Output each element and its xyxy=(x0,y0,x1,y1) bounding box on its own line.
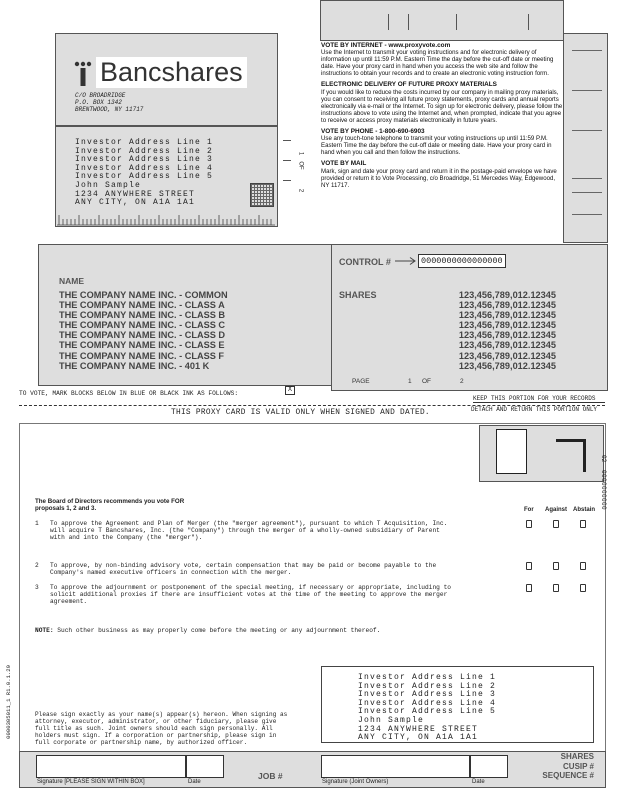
signature-box[interactable] xyxy=(36,755,186,778)
page-marker-total: 2 xyxy=(297,188,304,193)
joint-date-label: Date xyxy=(472,779,485,785)
instruction-title: VOTE BY MAIL xyxy=(321,160,367,168)
investor-address-block xyxy=(75,139,213,208)
share-value: 123,456,789,012.12345 xyxy=(458,330,556,341)
return-address-line: C/O BROADRIDGE xyxy=(75,92,126,99)
investor-address-line: Investor Address Line 3 xyxy=(358,690,497,700)
company-list xyxy=(59,290,228,371)
joint-signature-box[interactable] xyxy=(321,755,470,778)
vote-mark-instructions: TO VOTE, MARK BLOCKS BELOW IN BLUE OR BLACK INK AS FOLLOWS: xyxy=(19,390,239,397)
page-marker-num: 1 xyxy=(297,151,304,156)
investor-address-line: Investor Address Line 5 xyxy=(75,172,214,182)
note xyxy=(35,627,455,634)
company-name: THE COMPANY NAME INC. - COMMON xyxy=(59,290,228,300)
page-of: OF xyxy=(422,378,432,385)
company-name: THE COMPANY NAME INC. - CLASS A xyxy=(59,300,225,311)
investor-street: 1234 ANYWHERE STREET xyxy=(358,724,479,734)
logo-wordmark: Bancshares xyxy=(96,57,247,88)
investor-address-line: Investor Address Line 1 xyxy=(75,138,214,147)
investor-name: John Sample xyxy=(75,180,142,190)
page-label: PAGE xyxy=(352,378,370,385)
vote-against-checkbox[interactable] xyxy=(553,562,559,570)
page-marker-of: OF xyxy=(297,161,304,170)
return-address-line: P.O. BOX 1342 xyxy=(75,98,122,106)
page-number: 1 xyxy=(408,378,412,385)
investor-street: 1234 ANYWHERE STREET xyxy=(75,189,196,199)
share-value: 123,456,789,012.12345 xyxy=(458,290,556,300)
note-label: NOTE: xyxy=(35,627,54,634)
ballot-investor-address xyxy=(358,674,496,743)
valid-only-notice: THIS PROXY CARD IS VALID ONLY WHEN SIGNED AND DATED. xyxy=(171,409,430,417)
company-name: THE COMPANY NAME INC. - CLASS B xyxy=(59,310,226,321)
vote-abstain-checkbox[interactable] xyxy=(580,520,586,528)
cusip-label: CUSIP # xyxy=(563,761,594,771)
investor-address-line: Investor Address Line 5 xyxy=(358,707,497,717)
column-against: Against xyxy=(545,507,568,513)
vertical-form-code: 0000305011_1 R1.0.1.29 xyxy=(5,665,12,739)
company-name: THE COMPANY NAME INC. - CLASS D xyxy=(59,330,226,341)
proposal-text: To approve the adjournment or postponement of the special meeting, if necessary or appropriate, including to solicit additional proxies if there are insufficient votes at the time of the meeting to approve the merger agreement. xyxy=(50,584,452,605)
sequence-label: SEQUENCE # xyxy=(542,771,594,780)
holdings-name-label: NAME xyxy=(59,276,85,286)
vote-against-checkbox[interactable] xyxy=(553,520,559,528)
signature-label: Signature [PLEASE SIGN WITHIN BOX] xyxy=(37,779,145,785)
instruction-text: If you would like to reduce the costs incurred by our company in mailing proxy materials, you can consent to receiving all future proxy statements, proxy cards and annual reports electronically via e-mail or the Internet. To sign up for electronic delivery, please follow the instructions above to vote using the Internet and, when prompted, indicate that you agree to receive or access proxy materials electronically in future years. xyxy=(321,88,563,124)
column-abstain: Abstain xyxy=(573,507,596,513)
share-value: 123,456,789,012.12345 xyxy=(458,300,556,311)
company-name: THE COMPANY NAME INC. - CLASS F xyxy=(59,350,225,361)
share-value: 123,456,789,012.12345 xyxy=(458,320,556,331)
vote-for-checkbox[interactable] xyxy=(526,520,532,528)
column-for: For xyxy=(524,507,534,513)
company-name: THE COMPANY NAME INC. - CLASS C xyxy=(59,320,226,331)
page-total: 2 xyxy=(460,378,464,385)
datamatrix-barcode xyxy=(250,183,274,207)
share-value: 123,456,789,012.12345 xyxy=(458,360,556,371)
shares-id-label: SHARES xyxy=(560,752,594,761)
return-address xyxy=(75,93,143,113)
company-name: THE COMPANY NAME INC. - 401 K xyxy=(59,360,210,371)
vote-for-checkbox[interactable] xyxy=(526,562,532,570)
date-label: Date xyxy=(188,779,201,785)
corner-registration-mark xyxy=(556,439,586,472)
proposal-number: 3 xyxy=(35,584,39,591)
investor-address-line: Investor Address Line 1 xyxy=(358,673,497,682)
date-box[interactable] xyxy=(186,755,224,778)
proposal-number: 2 xyxy=(35,562,39,569)
id-labels xyxy=(530,752,594,781)
investor-address-line: Investor Address Line 2 xyxy=(75,146,214,156)
right-edge-marks xyxy=(572,50,602,230)
joint-signature-label: Signature (Joint Owners) xyxy=(322,779,389,785)
board-recommendation: The Board of Directors recommends you vote FOR proposals 1, 2 and 3. xyxy=(35,498,185,512)
share-value: 123,456,789,012.12345 xyxy=(458,350,556,361)
return-address-line: BRENTWOOD, NY 11717 xyxy=(75,105,144,113)
instruction-text: Use the Internet to transmit your voting instructions and for electronic delivery of information up until 11:59 P.M. Eastern Time the day before the cut-off date or meeting date. Have your proxy card in hand when you access the web site and follow the instructions to obtain your records and to create an electronic voting instruction form. xyxy=(321,49,554,78)
voting-instructions xyxy=(321,42,563,189)
share-value: 123,456,789,012.12345 xyxy=(458,310,556,321)
side-digits: 02 xyxy=(600,455,607,463)
detach-portion-notice: DETACH AND RETURN THIS PORTION ONLY xyxy=(471,406,598,413)
company-name: THE COMPANY NAME INC. - CLASS E xyxy=(59,340,225,351)
instruction-title: ELECTRONIC DELIVERY OF FUTURE PROXY MATERIALS xyxy=(321,81,497,89)
note-text: Such other business as may properly come before the meeting or any adjournment thereof. xyxy=(57,627,381,634)
instruction-title: VOTE BY INTERNET - www.proxyvote.com xyxy=(321,42,451,49)
job-label: JOB # xyxy=(258,771,283,781)
page-marker-ticks xyxy=(283,140,291,200)
share-value: 123,456,789,012.12345 xyxy=(458,340,556,351)
joint-date-box[interactable] xyxy=(470,755,508,778)
vote-for-checkbox[interactable] xyxy=(526,584,532,592)
page-marker xyxy=(296,150,304,194)
arrow-right-icon xyxy=(395,257,419,265)
investor-city: ANY CITY, ON A1A 1A1 xyxy=(75,198,196,208)
control-number-label: CONTROL # xyxy=(339,257,391,267)
signing-instructions: Please sign exactly as your name(s) appear(s) hereon. When signing as attorney, executor, administrator, or other fiduciary, please give full title as such. Joint owners should each sign personally. All holders must sign. If a corporation or partnership, please sign in full corporate or partnership name, by authorized officer. xyxy=(35,711,288,746)
shares-label: SHARES xyxy=(339,290,377,300)
investor-address-line: Investor Address Line 2 xyxy=(358,681,497,691)
keep-underline xyxy=(473,402,605,403)
investor-address-line: Investor Address Line 4 xyxy=(75,163,214,173)
proposal-number: 1 xyxy=(35,520,39,527)
share-values xyxy=(440,290,556,371)
vote-abstain-checkbox[interactable] xyxy=(580,562,586,570)
mark-example: X xyxy=(285,386,295,395)
keep-portion-notice: KEEP THIS PORTION FOR YOUR RECORDS xyxy=(473,395,596,402)
investor-address-line: Investor Address Line 4 xyxy=(358,698,497,708)
instruction-text: Mark, sign and date your proxy card and return it in the postage-paid envelope we have provided or return it to Vote Processing, c/o Broadridge, 51 Mercedes Way, Edgewood, NY 11717. xyxy=(321,167,557,189)
postal-barcode-marks xyxy=(320,10,564,30)
control-number: 0000000000000000 xyxy=(418,254,506,268)
logo xyxy=(74,59,254,89)
investor-city: ANY CITY, ON A1A 1A1 xyxy=(358,733,479,743)
instruction-text: Use any touch-tone telephone to transmit your voting instructions up until 11:59 P.M. Eastern Time the day before the cut-off date or meeting date. Have your proxy card in hand when you call and then follow the instructions. xyxy=(321,135,552,157)
proposal-text: To approve, by non-binding advisory vote, certain compensation that may be paid or become payable to the Company's named executive officers in connection with the merger. xyxy=(50,562,437,576)
vote-against-checkbox[interactable] xyxy=(553,584,559,592)
investor-address-line: Investor Address Line 3 xyxy=(75,155,214,165)
proposal-text: To approve the Agreement and Plan of Merger (the "merger agreement"), pursuant to which T Acquisition, Inc. will acquire T Bancshares, Inc. (the "Company") through the merger of a wholly-owned subsidiary of Parent with and into the Company (the "merger"). xyxy=(50,520,448,541)
investor-name: John Sample xyxy=(358,715,425,725)
instruction-title: VOTE BY PHONE - 1-800-690-6903 xyxy=(321,128,425,136)
bank-logo-icon xyxy=(74,61,94,87)
side-code: 0000000000 xyxy=(600,470,607,511)
registration-square xyxy=(496,429,527,474)
ruler-ticks xyxy=(57,214,277,226)
vote-abstain-checkbox[interactable] xyxy=(580,584,586,592)
